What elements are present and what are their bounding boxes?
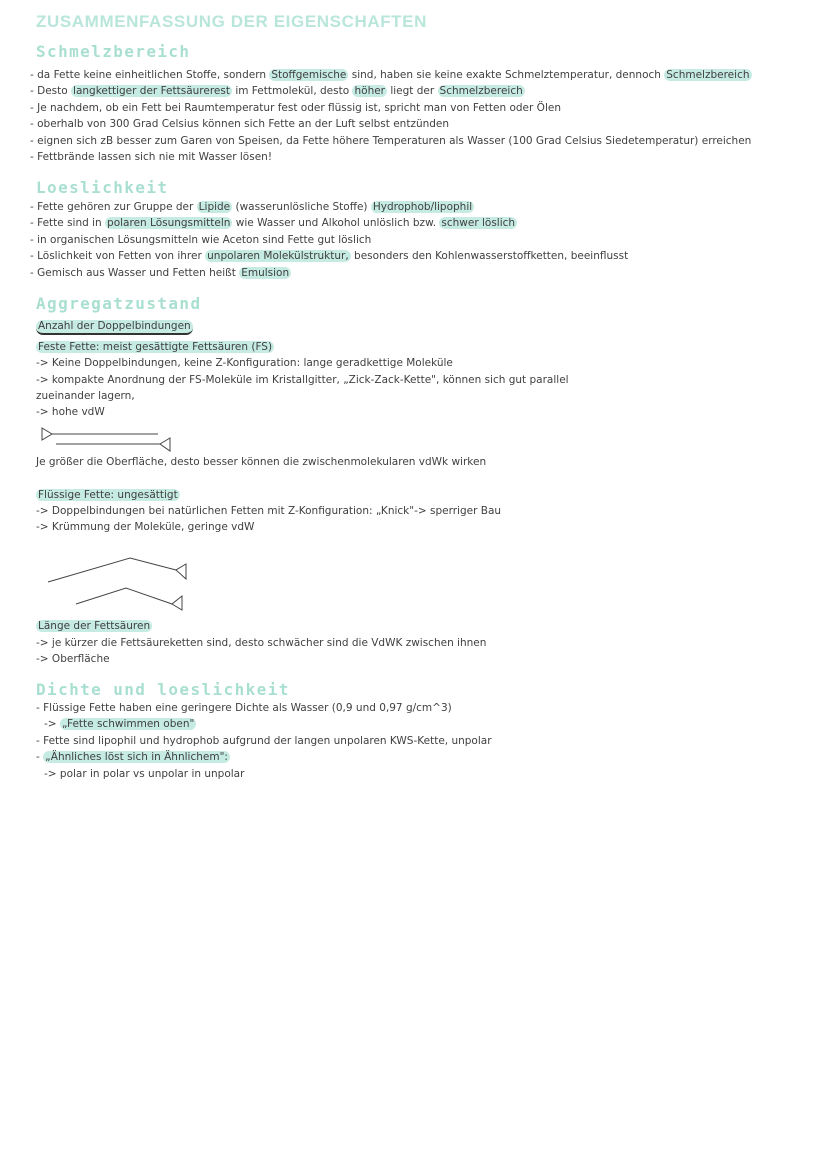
fluessig-line-1: -> Doppelbindungen bei natürlichen Fetten mit Z-Konfiguration: „Knick"-> sperriger Bau — [36, 505, 502, 517]
highlight: Schmelzbereich — [439, 85, 523, 97]
highlight: „Ähnliches löst sich in Ähnlichem": — [45, 751, 228, 763]
highlight: höher — [354, 85, 385, 97]
schmelz-line-5: - eignen sich zB besser zum Garen von Speisen, da Fette höhere Temperaturen als Wasser (100 Grad Celsius Siedetemperatur) erreichen — [30, 135, 752, 147]
heading-schmelzbereich: Schmelzbereich — [36, 42, 191, 61]
fest-line-4: -> hohe vdW — [36, 406, 105, 418]
highlight: Lipide — [198, 201, 231, 213]
laenge-line-2: -> Oberfläche — [36, 653, 110, 665]
laenge-line-1: -> je kürzer die Fettsäureketten sind, desto schwächer sind die VdWK zwischen ihnen — [36, 637, 487, 649]
loes-line-2: - Fette sind in polaren Lösungsmitteln wie Wasser und Alkohol unlöslich bzw. schwer löslich — [30, 217, 516, 229]
highlight: Stoffgemische — [271, 69, 347, 81]
oberflaeche-line: Je größer die Oberfläche, desto besser können die zwischenmolekularen vdWk wirken — [36, 456, 487, 468]
loes-line-3: - in organischen Lösungsmitteln wie Aceton sind Fette gut löslich — [30, 234, 372, 246]
highlight: unpolaren Molekülstruktur, — [207, 250, 349, 262]
schmelz-line-1: - da Fette keine einheitlichen Stoffe, sondern Stoffgemische sind, haben sie keine exakte Schmelztemperatur, dennoch Schmelzbereich — [30, 69, 750, 81]
highlight: Hydrophob/lipophil — [372, 201, 473, 213]
dichte-line-5: -> polar in polar vs unpolar in unpolar — [44, 768, 245, 780]
loes-line-4: - Löslichkeit von Fetten von ihrer unpolaren Molekülstruktur, besonders den Kohlenwasserstoffketten, beeinflusst — [30, 250, 629, 262]
highlight: schwer löslich — [441, 217, 516, 229]
highlight: polaren Lösungsmitteln — [107, 217, 231, 229]
schmelz-line-6: - Fettbrände lassen sich nie mit Wasser lösen! — [30, 151, 273, 163]
highlight: langkettiger der Fettsäurerest — [73, 85, 230, 97]
highlight: Schmelzbereich — [666, 69, 750, 81]
fest-line-1: -> Keine Doppelbindungen, keine Z-Konfiguration: lange geradkettige Moleküle — [36, 357, 453, 369]
heading-aggregatzustand: Aggregatzustand — [36, 294, 202, 313]
fest-line-2: -> kompakte Anordnung der FS-Moleküle im Kristallgitter, „Zick-Zack-Kette", können sich gut parallel — [36, 374, 569, 386]
dichte-line-3: - Fette sind lipophil und hydrophob aufgrund der langen unpolaren KWS-Kette, unpolar — [36, 735, 492, 747]
label-fluessige-fette: Flüssige Fette: ungesättigt — [38, 489, 178, 501]
heading-loeslichkeit: Loeslichkeit — [36, 178, 169, 197]
dichte-line-4: - „Ähnliches löst sich in Ähnlichem": — [36, 751, 228, 763]
label-feste-fette: Feste Fette: meist gesättigte Fettsäuren (FS) — [38, 341, 273, 353]
dichte-line-2: -> „Fette schwimmen oben" — [44, 718, 195, 730]
schmelz-line-2: - Desto langkettiger der Fettsäurerest im Fettmolekül, desto höher liegt der Schmelzbereich — [30, 85, 523, 97]
highlight: Emulsion — [241, 267, 290, 279]
page-title: ZUSAMMENFASSUNG DER EIGENSCHAFTEN — [36, 12, 427, 31]
fluessig-line-2: -> Krümmung der Moleküle, geringe vdW — [36, 521, 255, 533]
loes-line-1: - Fette gehören zur Gruppe der Lipide (wasserunlösliche Stoffe) Hydrophob/lipophil — [30, 201, 473, 213]
straight-chain-sketch — [40, 424, 180, 454]
kinked-chain-sketch — [40, 552, 200, 612]
highlight: „Fette schwimmen oben" — [61, 718, 195, 730]
dichte-line-1: - Flüssige Fette haben eine geringere Dichte als Wasser (0,9 und 0,97 g/cm^3) — [36, 702, 452, 714]
subheading-doppelbindungen: Anzahl der Doppelbindungen — [36, 319, 193, 333]
fest-line-3: zueinander lagern, — [36, 390, 135, 402]
schmelz-line-4: - oberhalb von 300 Grad Celsius können sich Fette an der Luft selbst entzünden — [30, 118, 450, 130]
label-laenge: Länge der Fettsäuren — [38, 620, 151, 632]
schmelz-line-3: - Je nachdem, ob ein Fett bei Raumtemperatur fest oder flüssig ist, spricht man von Fetten oder Ölen — [30, 102, 561, 114]
loes-line-5: - Gemisch aus Wasser und Fetten heißt Emulsion — [30, 267, 290, 279]
heading-dichte: Dichte und loeslichkeit — [36, 680, 290, 699]
